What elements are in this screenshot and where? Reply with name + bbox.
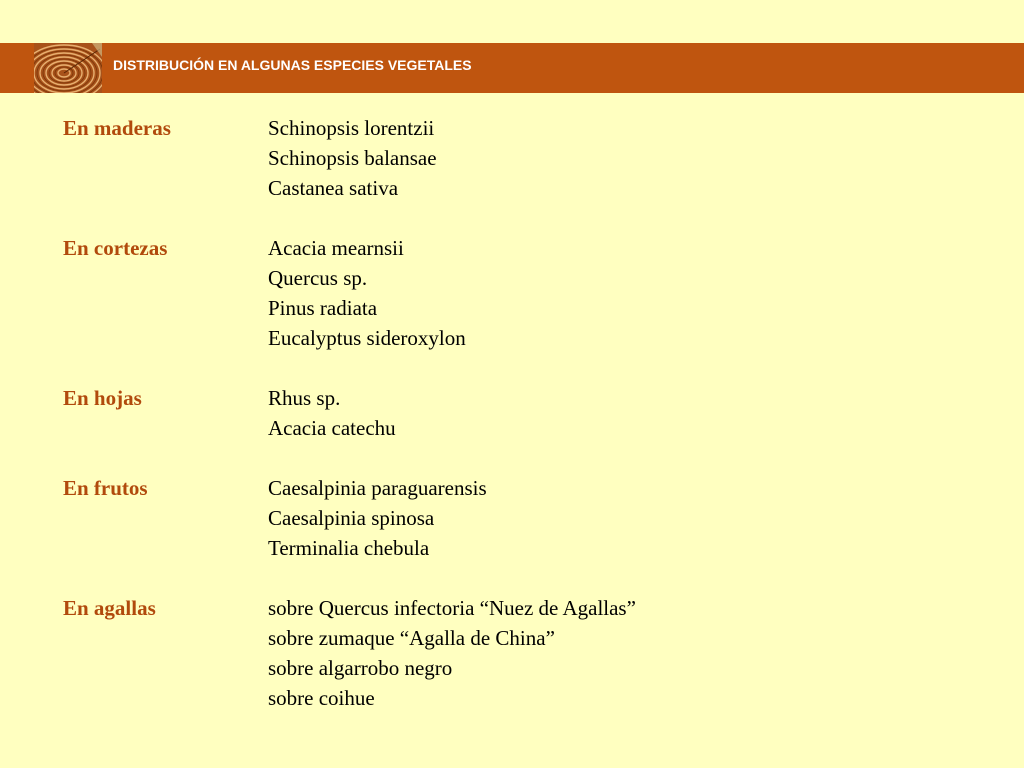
species-name: Schinopsis lorentzii <box>268 116 435 140</box>
species-name: Caesalpinia spinosa <box>268 506 435 530</box>
category-label: En hojas <box>63 386 142 410</box>
category-label: En maderas <box>63 116 171 140</box>
species-row <box>63 293 963 323</box>
species-name: Schinopsis balansae <box>268 146 437 170</box>
species-name: Pinus radiata <box>268 296 378 320</box>
species-row <box>63 623 963 653</box>
wood-rings-icon <box>34 43 102 93</box>
category-group <box>63 113 963 203</box>
species-row <box>63 113 963 143</box>
species-row <box>63 413 963 443</box>
species-row <box>63 383 963 413</box>
species-name: sobre Quercus infectoria “Nuez de Agallas” <box>268 596 636 620</box>
category-label: En cortezas <box>63 236 168 260</box>
species-name: Acacia mearnsii <box>268 236 404 260</box>
category-group <box>63 593 963 713</box>
category-group <box>63 473 963 563</box>
species-row <box>63 233 963 263</box>
species-name: Eucalyptus sideroxylon <box>268 326 466 350</box>
species-name: Acacia catechu <box>268 416 396 440</box>
species-name: Caesalpinia paraguarensis <box>268 476 487 500</box>
species-row <box>63 683 963 713</box>
species-list <box>63 113 963 743</box>
species-name: Rhus sp. <box>268 386 341 410</box>
species-row <box>63 143 963 173</box>
category-label: En agallas <box>63 596 156 620</box>
species-row <box>63 653 963 683</box>
species-name: sobre zumaque “Agalla de China” <box>268 626 555 650</box>
species-name: Quercus sp. <box>268 266 368 290</box>
species-row <box>63 593 963 623</box>
species-name: Terminalia chebula <box>268 536 430 560</box>
category-label: En frutos <box>63 476 148 500</box>
species-row <box>63 503 963 533</box>
category-group <box>63 383 963 443</box>
species-row <box>63 533 963 563</box>
species-name: sobre coihue <box>268 686 375 710</box>
species-name: Castanea sativa <box>268 176 399 200</box>
species-row <box>63 323 963 353</box>
species-row <box>63 263 963 293</box>
species-row <box>63 473 963 503</box>
species-name: sobre algarrobo negro <box>268 656 453 680</box>
species-row <box>63 173 963 203</box>
page-title: DISTRIBUCIÓN EN ALGUNAS ESPECIES VEGETALES <box>113 57 472 73</box>
category-group <box>63 233 963 353</box>
